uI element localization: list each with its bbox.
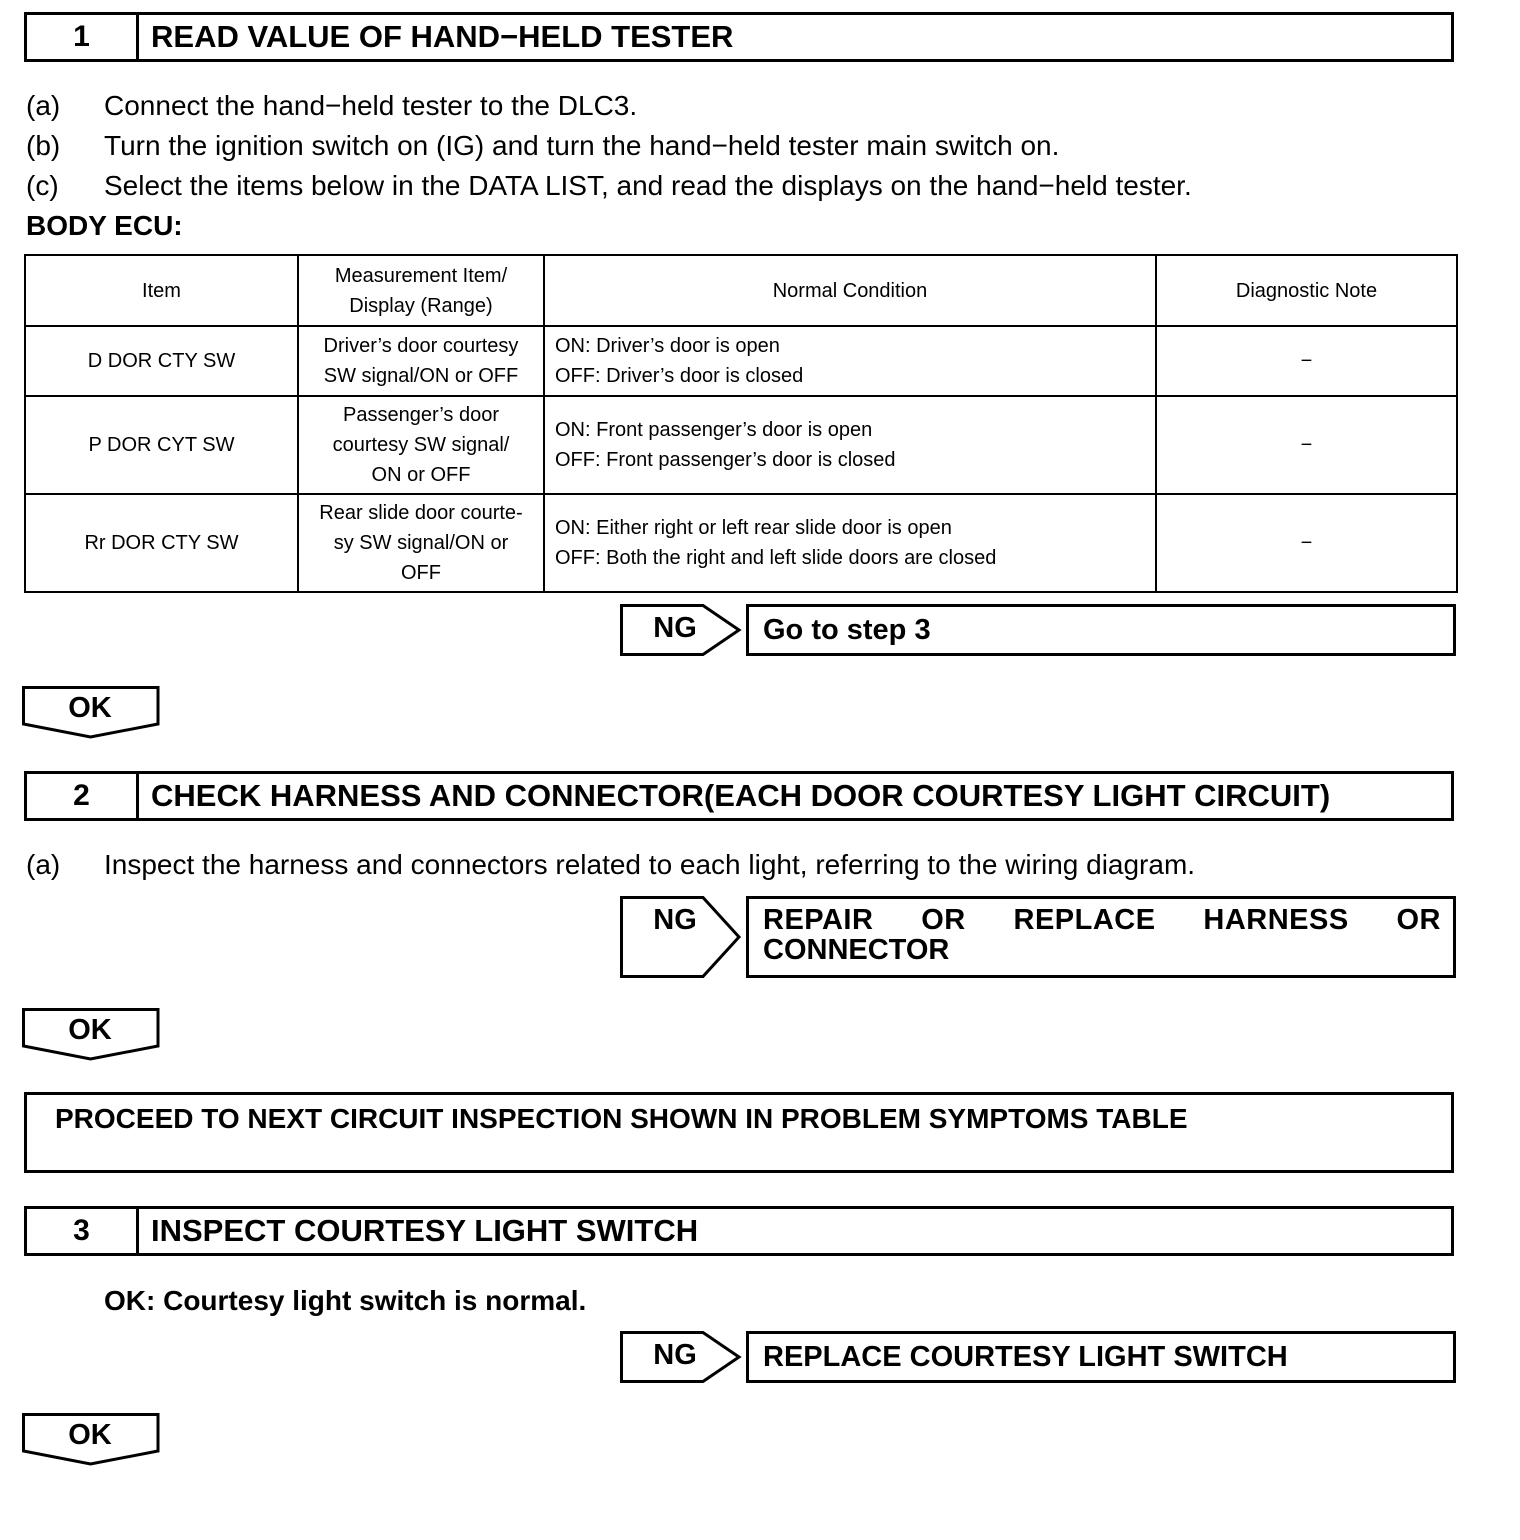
cell-diagnostic-note: − bbox=[1156, 326, 1457, 396]
item-text: Inspect the harness and connectors related to each light, referring to the wiring diagram. bbox=[104, 849, 1196, 880]
step-number: 3 bbox=[27, 1209, 139, 1253]
item-marker: (c) bbox=[26, 170, 59, 201]
step-1-header bbox=[24, 12, 1454, 62]
ng-label: NG bbox=[653, 612, 697, 644]
cell-normal-condition: ON: Front passenger’s door is open OFF: Front passenger’s door is closed bbox=[544, 396, 1156, 494]
cell-diagnostic-note: − bbox=[1156, 396, 1457, 494]
header-item: Item bbox=[25, 255, 298, 326]
ng-arrow-tab bbox=[620, 896, 742, 978]
item-marker: (a) bbox=[26, 849, 61, 880]
cell-normal-condition: ON: Either right or left rear slide door is open OFF: Both the right and left slide doors are closed bbox=[544, 494, 1156, 592]
cell-normal-condition: ON: Driver’s door is open OFF: Driver’s door is closed bbox=[544, 326, 1156, 396]
ng-result-box: REPLACE COURTESY LIGHT SWITCH bbox=[746, 1331, 1456, 1383]
ng-label: NG bbox=[653, 1339, 697, 1371]
ng-label: NG bbox=[653, 904, 697, 936]
step-3-header bbox=[24, 1206, 1454, 1256]
ng-result-line: CONNECTOR bbox=[763, 934, 950, 966]
ok-arrow-tab bbox=[22, 686, 162, 740]
cell-item: D DOR CTY SW bbox=[25, 326, 298, 396]
ok-condition: OK: Courtesy light switch is normal. bbox=[104, 1285, 587, 1316]
body-ecu-table bbox=[24, 254, 1458, 593]
item-marker: (b) bbox=[26, 130, 61, 161]
ok-label: OK bbox=[68, 692, 112, 724]
cell-item: P DOR CYT SW bbox=[25, 396, 298, 494]
header-measurement: Measurement Item/ Display (Range) bbox=[298, 255, 544, 326]
table-row bbox=[25, 396, 1457, 494]
table-row bbox=[25, 326, 1457, 396]
proceed-box: PROCEED TO NEXT CIRCUIT INSPECTION SHOWN IN PROBLEM SYMPTOMS TABLE bbox=[24, 1092, 1454, 1173]
table-header-row bbox=[25, 255, 1457, 326]
cell-item: Rr DOR CTY SW bbox=[25, 494, 298, 592]
step-number: 1 bbox=[27, 15, 139, 59]
ok-label: OK bbox=[68, 1014, 112, 1046]
cell-measurement: Driver’s door courtesy SW signal/ON or OFF bbox=[298, 326, 544, 396]
item-text: Turn the ignition switch on (IG) and turn the hand−held tester main switch on. bbox=[104, 130, 1060, 161]
ng-arrow-tab bbox=[620, 1331, 742, 1383]
item-text: Connect the hand−held tester to the DLC3. bbox=[104, 90, 638, 121]
header-diagnostic-note: Diagnostic Note bbox=[1156, 255, 1457, 326]
cell-measurement: Passenger’s door courtesy SW signal/ ON or OFF bbox=[298, 396, 544, 494]
ng-result-box: Go to step 3 bbox=[746, 604, 1456, 656]
step-title: CHECK HARNESS AND CONNECTOR(EACH DOOR COURTESY LIGHT CIRCUIT) bbox=[151, 778, 1331, 813]
step-2-header bbox=[24, 771, 1454, 821]
cell-diagnostic-note: − bbox=[1156, 494, 1457, 592]
ok-label: OK bbox=[68, 1419, 112, 1451]
item-marker: (a) bbox=[26, 90, 61, 121]
table-row bbox=[25, 494, 1457, 592]
ng-result-line: REPAIR OR REPLACE HARNESS OR bbox=[763, 904, 1441, 936]
ok-arrow-tab bbox=[22, 1008, 162, 1062]
header-normal-condition: Normal Condition bbox=[544, 255, 1156, 326]
ng-arrow-tab bbox=[620, 604, 742, 656]
ok-arrow-tab bbox=[22, 1413, 162, 1467]
table-heading: BODY ECU: bbox=[26, 210, 183, 241]
cell-measurement: Rear slide door courte- sy SW signal/ON or OFF bbox=[298, 494, 544, 592]
step-number: 2 bbox=[27, 774, 139, 818]
item-text: Select the items below in the DATA LIST, and read the displays on the hand−held tester. bbox=[104, 170, 1192, 201]
step-title: READ VALUE OF HAND−HELD TESTER bbox=[151, 19, 734, 54]
ng-result-box bbox=[746, 896, 1456, 978]
step-title: INSPECT COURTESY LIGHT SWITCH bbox=[151, 1213, 699, 1248]
